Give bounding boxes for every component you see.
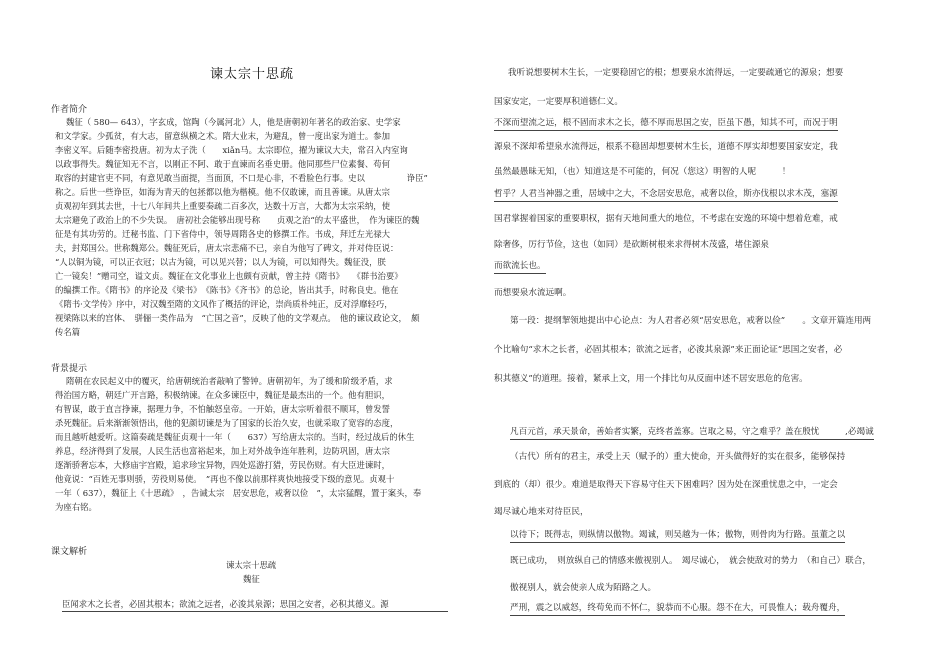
paragraph-note: 积其德义”的道理。接着，紧承上文，用一个排比句从反面申述不居安思危的危害。 [494,374,808,384]
background-line: 杀死魏征。后来渐渐领悟出，他的犯颜切谏是为了国家的长治久安，也就采取了宽容的态度， [55,418,399,428]
author-line: 称之。后世一些诤臣，如海为青天的包拯都以他为楷模。他不仅敢谏，而且善谏。从唐太宗 [55,187,390,197]
author-line: 亡一镜矣！”赠司空，谥文贞。魏征在文化事业上也颇有贡献，曾主持《隋书》 《群书治要》 [55,271,403,281]
analysis-title: 谏太宗十思疏 [226,560,277,570]
analysis-first-line: 臣闻求木之长者，必固其根本；欲流之远者，必浚其泉源；思国之安者，必积其德义。源 [62,599,448,612]
paragraph-note: 个比喻句“求木之长者，必固其根本；欲流之远者，必浚其泉源”来正面论证“思国之安者，必 [494,345,843,355]
original-line: 严刑，震之以威怒，终苟免而不怀仁，貌恭而不心服。怨不在大，可畏惟人；载舟覆舟， [510,603,845,616]
translation-line: 除奢侈，厉行节俭，这也（如同）是砍断树根来求得树木茂盛，堵住源泉 [494,240,770,250]
author-line: 夫，封郑国公。世称魏郑公。魏征死后，唐太宗悲痛不已，亲自为他写了碑文，并对侍臣说： [55,243,399,253]
background-line: 为座右铭。 [55,502,97,512]
background-line: 得治国方略，朝廷广开言路，积极纳谏。在众多谏臣中，魏征是最杰出的一个。他有胆识， [55,390,390,400]
author-line: 魏征（ 580— 643），字玄成，馆陶（今属河北）人，他是唐朝初年著名的政治家、史学家 [66,117,401,127]
background-heading: 背景提示 [51,364,88,374]
translation-line: 源泉不深却希望泉水流得远，根系不稳固却想要树木生长，道德不厚实却想要国家安定，我 [494,142,838,152]
translation-line: 虽然最愚昧无知，（也）知道这是不可能的，何况（您这）明智的人呢 ！ [494,167,791,177]
author-line: 和文学家。少孤贫，有大志，留意纵横之术。隋大业末，为避乱，曾一度出家为道士。参加 [55,131,390,141]
original-line: 凡百元首，承天景命，善始者实繁，克终者盖寡。岂取之易，守之难乎？盖在殷忧 ,必竭诚 [510,427,874,440]
author-line: 李密义军。后随李密投唐。初为太子洗（ xiǎn马。太宗即位，擢为谏议大夫，常召入内室询 [55,145,408,155]
author-line: 以政事得失。魏征知无不言，以刚正不阿、敢于直谏而名垂史册。他同那些尸位素餐、苟何 [55,159,390,169]
author-line: 贞观初年到其去世，十七八年间共上重要奏疏二百多次，达数十万言，大都为太宗采纳，使 [55,201,390,211]
author-line: 征是有其功劳的。迁秘书监、门下省侍中，领导周隋各史的修撰工作。书成，拜迁左光禄大 [55,229,390,239]
translation-line: 傲视别人，就会使亲人成为陌路之人。 [510,583,657,593]
translation-line: （古代）所有的君主，承受上天（赋予的）重大使命，开头做得好的实在很多，能够保持 [510,452,846,462]
author-line: 《隋书·文学传》序中，对汉魏至隋的文风作了概括的评论，崇尚质朴纯正，反对浮靡轻巧， [55,299,393,309]
author-heading: 作者简介 [51,105,88,115]
background-line: 而且越听越爱听。这篇奏疏是魏征贞观十一年（ 637）写给唐太宗的。当时，经过战后的休生 [55,432,415,442]
author-line: “人以铜为镜，可以正衣冠；以古为镜，可以见兴替；以人为镜，可以知得失。魏征没，朕 [55,257,386,267]
analysis-author: 魏征 [243,574,260,584]
original-line: 而欲流长也。 [494,261,546,274]
translation-line: 国君掌握着国家的重要职权，据有天地间重大的地位，不考虑在安逸的环境中想着危难，戒 [494,214,838,224]
translation-line: 到底的（却）很少。难道是取得天下容易守住天下困难吗？因为处在深重忧患之中，一定会 [494,480,838,490]
author-line: 的编撰工作。《隋书》的序论及《梁书》 《陈书》《齐书》的总论，皆出其手，时称良史。他在 [55,285,399,295]
original-line: 以待下；既得志，则纵情以傲物。竭诚，则吴越为一体；傲物，则骨肉为行路。虽董之以 [510,530,845,543]
author-line: 取容的封建官吏不同，有意见敢当面提，当面顶，不口是心非，不看脸色行事。史以 诤臣” [55,173,428,183]
original-line: 哲乎？人君当神器之重，居域中之大，不念居安思危，戒奢以俭，斯亦伐根以求木茂，塞源 [494,189,838,202]
background-line: 有智谋，敢于直言挣谏，据理力争，不怕触怒皇帝。一开始，唐太宗听着很不顺耳，曾发誓 [55,404,390,414]
paragraph-note: 第一段：提纲挈领地提出中心论点：为人君者必须“居安思危，戒奢以俭” 。文章开篇连用两 [510,316,872,326]
translation-line: 国家安定，一定要厚积道德仁义。 [494,97,623,107]
background-line: 养息，经济得到了发展，人民生活也富裕起来，加上对外战争连年胜利，边防巩固，唐太宗 [55,446,390,456]
translation-line: 竭尽诚心地来对待臣民， [494,507,589,517]
translation-line: 我听说想要树木生长，一定要稳固它的根；想要泉水流得远，一定要疏通它的源泉；想要 [508,68,844,78]
author-line: 太宗避免了政治上的不少失误。 唐初社会能够出现号称 贞观之治“的太平盛世， 作为谏臣的魏 [55,215,420,225]
translation-line: 既已成功， 则放纵自己的情感来傲视别人。 竭尽诚心， 就会使敌对的势力 （和自己）联合， [510,556,871,566]
original-line: 不深而望流之远，根不固而求木之长，德不厚而思国之安，臣虽下愚，知其不可，而况于明 [494,118,838,131]
background-line: 隋朝在农民起义中的覆灭，给唐朝统治者敲响了警钟。唐朝初年，为了缓和阶级矛盾，求 [66,376,393,386]
page-title: 谏太宗十思疏 [210,67,295,82]
author-line: 视梁陈以来的宫体、 骈俪一类作品为 “亡国之音”，反映了他的文学观点。 他的谏议政论文， 颇 [55,313,420,323]
background-line: 一年（ 637），魏征上《十思疏》 ，告诫太宗 居安思危，戒奢以俭 ”，太宗猛醒，置于案头，奉 [55,488,422,498]
analysis-heading: 课文解析 [51,547,88,557]
translation-line: 而想要泉水流远啊。 [494,288,572,298]
background-line: 他竟说：“百姓无事则骄，劳役则易使。 ”再也不像以前那样爽快地接受下级的意见。贞观十 [55,474,395,484]
background-line: 逐渐骄奢忘本，大修庙宇宫殿，追求珍宝异物，四处巡游打猎，劳民伤财。有大臣进谏时， [55,460,390,470]
author-line: 传名篇 [55,327,81,337]
